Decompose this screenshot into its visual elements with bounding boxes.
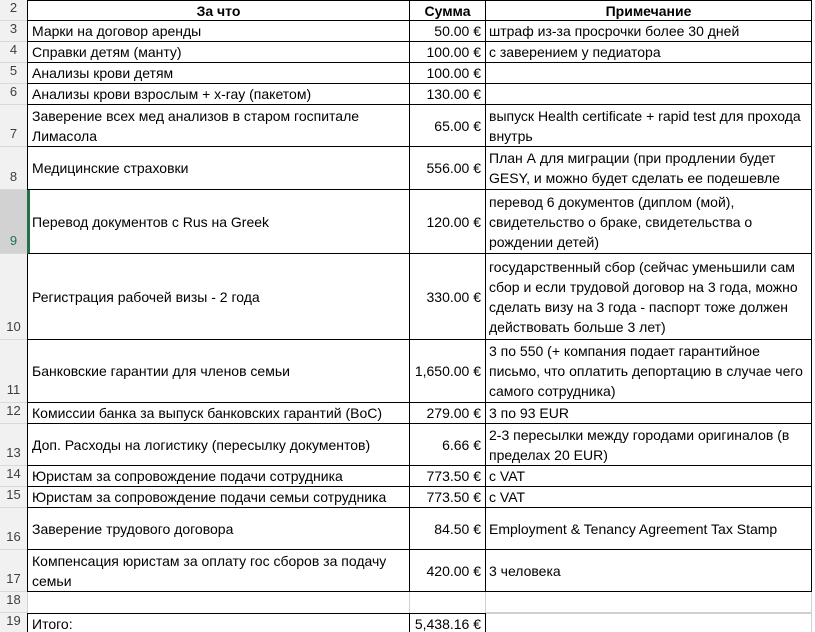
cell-note[interactable]: 3 по 93 EUR (486, 403, 812, 424)
cell-item[interactable]: Медицинские страховки (27, 147, 410, 190)
cell-note[interactable] (486, 84, 812, 105)
cell-item[interactable]: Доп. Расходы на логистику (пересылку документов) (27, 424, 410, 466)
cell-item[interactable]: Компенсация юристам за оплату гос сборов за подачу семьи (27, 550, 410, 592)
row-number[interactable]: 19 (0, 613, 27, 632)
row-number[interactable]: 14 (0, 466, 27, 487)
cell-note[interactable]: штраф из-за просрочки более 30 дней (486, 21, 812, 42)
table-row (0, 63, 815, 84)
table-row (0, 21, 815, 42)
table-row (0, 508, 815, 550)
cell-amount[interactable]: 65.00 € (410, 105, 486, 147)
table-row (0, 147, 815, 190)
cell-note[interactable]: выпуск Health certificate + rapid test для прохода внутрь (486, 105, 812, 147)
total-amount-cell[interactable]: 5,438.16 € (410, 613, 486, 632)
cell-note[interactable] (486, 613, 812, 632)
cell-item[interactable]: Справки детям (манту) (27, 42, 410, 63)
table-row (0, 84, 815, 105)
row-number[interactable]: 10 (0, 254, 27, 340)
cell-amount[interactable]: 120.00 € (410, 190, 486, 254)
cell-amount[interactable]: 279.00 € (410, 403, 486, 424)
cell-item[interactable]: Заверение трудового договора (27, 508, 410, 550)
table-row (0, 254, 815, 340)
row-number[interactable]: 11 (0, 340, 27, 403)
empty-row (0, 592, 815, 613)
cell-amount[interactable]: 100.00 € (410, 63, 486, 84)
cell-note[interactable] (486, 63, 812, 84)
total-label-cell[interactable]: Итого: (27, 613, 410, 632)
cell-amount[interactable]: 556.00 € (410, 147, 486, 190)
cell-item[interactable]: Комиссии банка за выпуск банковских гарантий (BoC) (27, 403, 410, 424)
cell-item[interactable]: Банковские гарантии для членов семьи (27, 340, 410, 403)
cell-item[interactable] (27, 592, 410, 613)
data-rows (0, 21, 815, 592)
table-row (0, 340, 815, 403)
row-number[interactable]: 13 (0, 424, 27, 466)
cell-item[interactable]: Юристам за сопровождение подачи семьи сотрудника (27, 487, 410, 508)
cell-note[interactable]: перевод 6 документов (диплом (мой), свидетельство о браке, свидетельства о рождении детей) (486, 190, 812, 254)
cell-note[interactable]: 3 по 550 (+ компания подает гарантийное письмо, что оплатить депортацию в случае чего самого сотрудника) (486, 340, 812, 403)
row-number[interactable]: 2 (0, 0, 27, 21)
cell-amount[interactable]: 420.00 € (410, 550, 486, 592)
table-row (0, 105, 815, 147)
cell-item[interactable]: Перевод документов с Rus на Greek (27, 190, 410, 254)
cell-amount[interactable]: 330.00 € (410, 254, 486, 340)
row-number[interactable]: 5 (0, 63, 27, 84)
cell-amount[interactable] (410, 592, 486, 613)
row-number[interactable]: 15 (0, 487, 27, 508)
cell-note[interactable]: План А для миграции (при продлении будет GESY, и можно будет сделать ее подешевле (486, 147, 812, 190)
cell-item[interactable]: Анализы крови взрослым + x-ray (пакетом) (27, 84, 410, 105)
table-row (0, 487, 815, 508)
cell-note[interactable]: государственный сбор (сейчас уменьшили сам сбор и если трудовой договор на 3 года, можно сделать визу на 3 года - паспорт тоже должен действовать больше 3 лет) (486, 254, 812, 340)
cell-amount[interactable]: 84.50 € (410, 508, 486, 550)
table-row (0, 424, 815, 466)
cell-item[interactable]: Заверение всех мед анализов в старом госпитале Лимасола (27, 105, 410, 147)
row-number[interactable]: 7 (0, 105, 27, 147)
table-row (0, 42, 815, 63)
cell-note[interactable]: с VAT (486, 487, 812, 508)
cell-note[interactable]: с VAT (486, 466, 812, 487)
row-number[interactable]: 12 (0, 403, 27, 424)
header-row (0, 0, 815, 21)
column-header-amount[interactable]: Сумма (410, 0, 486, 21)
row-number[interactable]: 16 (0, 508, 27, 550)
cell-item[interactable]: Марки на договор аренды (27, 21, 410, 42)
row-number[interactable]: 18 (0, 592, 27, 613)
cell-note[interactable]: с заверением у педиатора (486, 42, 812, 63)
row-number[interactable]: 17 (0, 550, 27, 592)
cell-amount[interactable]: 6.66 € (410, 424, 486, 466)
row-number[interactable]: 4 (0, 42, 27, 63)
table-row (0, 403, 815, 424)
cell-item[interactable]: Юристам за сопровождение подачи сотрудника (27, 466, 410, 487)
column-header-item[interactable]: За что (27, 0, 410, 21)
cell-item[interactable]: Анализы крови детям (27, 63, 410, 84)
table-row (0, 466, 815, 487)
cell-note[interactable]: 2-3 пересылки между городами оригиналов (в пределах 20 EUR) (486, 424, 812, 466)
row-number[interactable]: 9 (0, 190, 27, 254)
column-header-note[interactable]: Примечание (486, 0, 812, 21)
row-number[interactable]: 8 (0, 147, 27, 190)
row-number[interactable]: 3 (0, 21, 27, 42)
cell-amount[interactable]: 130.00 € (410, 84, 486, 105)
cell-note[interactable] (486, 592, 812, 613)
cell-amount[interactable]: 1,650.00 € (410, 340, 486, 403)
cell-amount[interactable]: 100.00 € (410, 42, 486, 63)
row-number[interactable]: 6 (0, 84, 27, 105)
cell-amount[interactable]: 773.50 € (410, 466, 486, 487)
cell-item[interactable]: Регистрация рабочей визы - 2 года (27, 254, 410, 340)
cell-amount[interactable]: 50.00 € (410, 21, 486, 42)
total-row (0, 613, 815, 632)
table-row (0, 550, 815, 592)
cell-note[interactable]: Employment & Tenancy Agreement Tax Stamp (486, 508, 812, 550)
cell-note[interactable]: 3 человека (486, 550, 812, 592)
cell-amount[interactable]: 773.50 € (410, 487, 486, 508)
table-row (0, 190, 815, 254)
